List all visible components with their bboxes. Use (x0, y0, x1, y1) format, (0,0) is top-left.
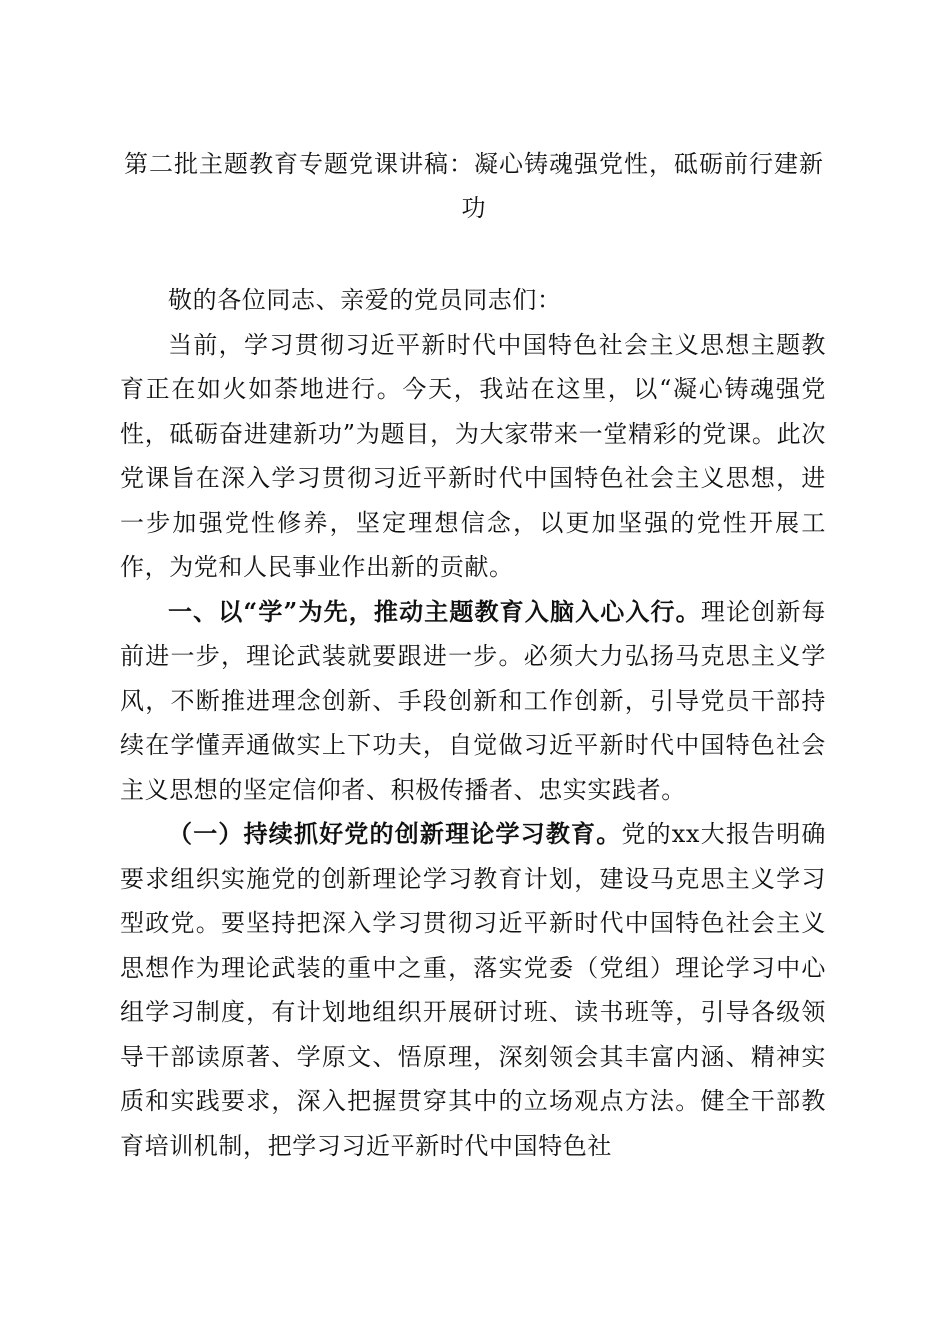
paragraph-text: 党的xx大报告明确要求组织实施党的创新理论学习教育计划，建设马克思主义学习型政党。要坚持把深入学习贯彻习近平新时代中国特色社会主义思想作为理论武装的重中之重，落实党委（党组）理论学习中心组学习制度，有计划地组织开展研讨班、读书班等，引导各级领导干部读原著、学原文、悟原理，深刻领会其丰富内涵、精神实质和实践要求，深入把握贯穿其中的立场观点方法。健全干部教育培训机制，把学习习近平新时代中国特色社 (120, 820, 826, 1160)
document-title: 第二批主题教育专题党课讲稿：凝心铸魂强党性，砥砺前行建新功 (124, 150, 824, 222)
paragraph-text: 理论创新每前进一步，理论武装就要跟进一步。必须大力弘扬马克思主义学风，不断推进理念创新、手段创新和工作创新，引导党员干部持续在学懂弄通做实上下功夫，自觉做习近平新时代中国特色社会主义思想的坚定信仰者、积极传播者、忠实实践者。 (120, 597, 826, 804)
section-heading-1: 一、以“学”为先，推动主题教育入脑入心入行。 (168, 596, 701, 626)
paragraph-subsection-1 (120, 812, 826, 1168)
document-body (120, 278, 826, 1168)
salutation: 敬的各位同志、亲爱的党员同志们： (168, 286, 562, 314)
paragraph-intro (120, 323, 826, 590)
subsection-heading-1: （一）持续抓好党的创新理论学习教育。 (168, 819, 622, 848)
paragraph-section-1 (120, 590, 826, 813)
paragraph-text: 当前，学习贯彻习近平新时代中国特色社会主义思想主题教育正在如火如荼地进行。今天，我站在这里，以“凝心铸魂强党性，砥砺奋进建新功”为题目，为大家带来一堂精彩的党课。此次党课旨在深入学习贯彻习近平新时代中国特色社会主义思想，进一步加强党性修养，坚定理想信念，以更加坚强的党性开展工作，为党和人民事业作出新的贡献。 (120, 330, 826, 581)
